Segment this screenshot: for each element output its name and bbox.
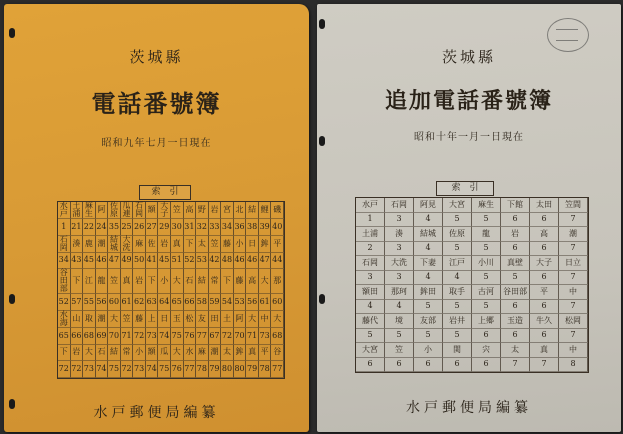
index-cell: 75 <box>108 361 121 378</box>
index-cell: 大宮 <box>443 198 472 213</box>
index-cell: 平 <box>530 285 559 300</box>
index-cell: 6 <box>356 358 385 373</box>
index-cell: 松岡 <box>559 314 588 329</box>
index-cell: 65 <box>58 328 71 345</box>
edition-date: 昭和九年七月一日現在 <box>101 138 212 149</box>
index-cell: 52 <box>58 294 71 311</box>
index-cell: 結 <box>246 202 259 219</box>
index-cell: 土 <box>221 311 234 328</box>
index-cell: 77 <box>271 361 284 378</box>
index-cell: 1 <box>58 219 71 236</box>
index-cell: 78 <box>196 361 209 378</box>
index-cell: 67 <box>209 328 222 345</box>
index-cell: 谷田部 <box>501 285 530 300</box>
index-cell: 4 <box>414 271 443 286</box>
index-cell: 5 <box>472 300 501 315</box>
index-cell: 鉾 <box>259 236 272 253</box>
index-cell: 龍 <box>96 269 109 294</box>
index-cell: 8 <box>559 358 588 373</box>
binding-hole <box>319 19 325 29</box>
index-cell: 大 <box>108 311 121 328</box>
index-cell: 3 <box>385 242 414 257</box>
index-cell: 66 <box>184 294 197 311</box>
index-cell: 6 <box>472 358 501 373</box>
index-cell: 小 <box>158 269 171 294</box>
index-grid <box>355 197 589 373</box>
index-cell: 5 <box>501 271 530 286</box>
index-cell: 真 <box>121 269 134 294</box>
index-cell: 5 <box>472 213 501 228</box>
index-cell: 玉造 <box>501 314 530 329</box>
index-cell: 64 <box>158 294 171 311</box>
index-cell: 7 <box>559 271 588 286</box>
index-cell: 46 <box>246 253 259 270</box>
index-cell: 高 <box>530 227 559 242</box>
index-cell: 石岡 <box>58 236 71 253</box>
index-cell: 31 <box>184 219 197 236</box>
index-cell: 61 <box>259 294 272 311</box>
index-cell: 玉 <box>171 311 184 328</box>
index-cell: 3 <box>356 271 385 286</box>
index-cell: 取 <box>83 311 96 328</box>
index-cell: 54 <box>221 294 234 311</box>
index-cell: 小川 <box>472 256 501 271</box>
index-cell: 龍 <box>472 227 501 242</box>
index-label: 索 引 <box>436 181 494 196</box>
index-cell: 62 <box>133 294 146 311</box>
index-cell: 高 <box>184 202 197 219</box>
index-cell: 麻生 <box>472 198 501 213</box>
index-cell: 47 <box>108 253 121 270</box>
index-cell: 中 <box>559 285 588 300</box>
index-cell: 76 <box>184 328 197 345</box>
index-cell: 石岡 <box>356 256 385 271</box>
index-cell: 55 <box>83 294 96 311</box>
index-cell: 69 <box>96 328 109 345</box>
index-cell: 石岡 <box>385 198 414 213</box>
index-cell: 6 <box>501 300 530 315</box>
index-cell: 結城 <box>414 227 443 242</box>
index-cell: 潮 <box>559 227 588 242</box>
index-cell: 潮 <box>96 236 109 253</box>
index-cell: 大子 <box>158 202 171 219</box>
index-cell: 鉾 <box>234 345 247 362</box>
index-cell: 大洗 <box>121 236 134 253</box>
index-cell: 77 <box>196 328 209 345</box>
index-cell: 5 <box>443 213 472 228</box>
index-cell: 友部 <box>414 314 443 329</box>
index-cell: 30 <box>171 219 184 236</box>
index-cell: 39 <box>259 219 272 236</box>
index-cell: 結 <box>108 345 121 362</box>
index-cell: 石 <box>184 269 197 294</box>
index-cell: 上郷 <box>472 314 501 329</box>
index-cell: 瓜 <box>158 345 171 362</box>
index-cell: 湊 <box>71 236 84 253</box>
index-cell: 野 <box>196 202 209 219</box>
index-cell: 59 <box>209 294 222 311</box>
index-cell: 72 <box>58 361 71 378</box>
index-cell: 48 <box>221 253 234 270</box>
index-cell: 6 <box>530 329 559 344</box>
index-cell: 44 <box>271 253 284 270</box>
index-cell: 71 <box>121 328 134 345</box>
index-cell: 72 <box>71 361 84 378</box>
index-cell: 水海 <box>58 311 71 328</box>
index-cell: 中 <box>259 311 272 328</box>
index-grid <box>57 201 285 379</box>
index-cell: 80 <box>221 361 234 378</box>
index-cell: 笠 <box>209 236 222 253</box>
index-cell: 瓜連 <box>121 202 134 219</box>
index-cell: 53 <box>234 294 247 311</box>
index-cell: 79 <box>209 361 222 378</box>
index-cell: 真壁 <box>501 256 530 271</box>
index-cell: 45 <box>83 253 96 270</box>
index-cell: 46 <box>96 253 109 270</box>
index-cell: 7 <box>559 300 588 315</box>
index-cell: 下 <box>58 345 71 362</box>
index-cell: 5 <box>472 242 501 257</box>
index-cell: 6 <box>530 242 559 257</box>
index-cell: 68 <box>83 328 96 345</box>
index-cell: 高 <box>246 269 259 294</box>
index-cell: 上 <box>146 311 159 328</box>
index-cell: 70 <box>234 328 247 345</box>
index-cell: 40 <box>271 219 284 236</box>
index-cell: 大 <box>83 345 96 362</box>
index-cell: 大 <box>246 311 259 328</box>
index-cell: 北 <box>234 202 247 219</box>
index-cell: 74 <box>158 328 171 345</box>
index-cell: 阿 <box>234 311 247 328</box>
index-cell: 76 <box>171 361 184 378</box>
index-cell: 4 <box>385 300 414 315</box>
index-cell: 4 <box>356 300 385 315</box>
index-cell: 77 <box>184 361 197 378</box>
index-cell: 53 <box>196 253 209 270</box>
index-cell: 水 <box>184 345 197 362</box>
index-cell: 古河 <box>472 285 501 300</box>
index-cell: 4 <box>443 271 472 286</box>
index-cell: 鯉 <box>259 202 272 219</box>
index-cell: 那 <box>271 269 284 294</box>
index-cell: 6 <box>472 329 501 344</box>
index-cell: 大 <box>171 345 184 362</box>
edition-date: 昭和十年一月一日現在 <box>414 132 524 143</box>
index-cell: 26 <box>133 219 146 236</box>
index-cell: 太 <box>221 345 234 362</box>
index-cell: 6 <box>530 300 559 315</box>
index-cell: 6 <box>530 213 559 228</box>
index-cell: 笠 <box>171 202 184 219</box>
index-cell: 佐 <box>146 236 159 253</box>
index-cell: 岩 <box>158 236 171 253</box>
index-cell: 太 <box>501 343 530 358</box>
index-cell: 太 <box>196 236 209 253</box>
index-cell: 49 <box>121 253 134 270</box>
index-cell: 湊 <box>385 227 414 242</box>
index-cell: 74 <box>146 361 159 378</box>
index-cell: 5 <box>385 329 414 344</box>
index-cell: 麻生 <box>83 202 96 219</box>
index-cell: 下 <box>71 269 84 294</box>
index-cell: 岩井 <box>443 314 472 329</box>
index-cell: 36 <box>234 219 247 236</box>
index-cell: 下館 <box>501 198 530 213</box>
index-cell: 笠 <box>108 269 121 294</box>
index-cell: 6 <box>501 329 530 344</box>
index-cell: 松 <box>184 311 197 328</box>
index-cell: 73 <box>83 361 96 378</box>
index-cell: 水戸 <box>356 198 385 213</box>
index-cell: 63 <box>146 294 159 311</box>
index-cell: 70 <box>108 328 121 345</box>
index-cell: 47 <box>259 253 272 270</box>
index-cell: 6 <box>501 213 530 228</box>
index-cell: 日 <box>158 311 171 328</box>
index-cell: 60 <box>271 294 284 311</box>
index-cell: 4 <box>414 242 443 257</box>
index-cell: 藤 <box>133 311 146 328</box>
index-cell: 大洗 <box>385 256 414 271</box>
index-cell: 5 <box>443 242 472 257</box>
index-cell: 5 <box>414 300 443 315</box>
index-cell: 6 <box>443 358 472 373</box>
index-cell: 鹿 <box>83 236 96 253</box>
index-cell: 下 <box>221 269 234 294</box>
index-cell: 51 <box>171 253 184 270</box>
index-cell: 那珂 <box>385 285 414 300</box>
index-cell: 小 <box>133 345 146 362</box>
index-cell: 74 <box>96 361 109 378</box>
index-cell: 笠 <box>121 311 134 328</box>
index-cell: 鉾田 <box>414 285 443 300</box>
publisher-name: 水戸郵便局編纂 <box>406 400 532 416</box>
index-cell: 江戸 <box>443 256 472 271</box>
index-cell: 32 <box>196 219 209 236</box>
index-cell: 大子 <box>530 256 559 271</box>
index-cell: 大 <box>171 269 184 294</box>
index-cell: 24 <box>96 219 109 236</box>
index-cell: 7 <box>559 242 588 257</box>
index-cell: 日立 <box>559 256 588 271</box>
index-cell: 73 <box>146 328 159 345</box>
index-cell: 4 <box>414 213 443 228</box>
index-cell: 71 <box>246 328 259 345</box>
index-cell: 41 <box>146 253 159 270</box>
postmark-stamp <box>547 18 589 52</box>
index-cell: 阿 <box>96 202 109 219</box>
index-cell: 78 <box>259 361 272 378</box>
index-cell: 平 <box>259 345 272 362</box>
index-cell: 小 <box>234 236 247 253</box>
index-label: 索 引 <box>139 185 191 200</box>
index-cell: 42 <box>209 253 222 270</box>
index-cell: 6 <box>385 358 414 373</box>
index-cell: 佐原 <box>108 202 121 219</box>
index-cell: 6 <box>414 358 443 373</box>
index-cell: 7 <box>530 358 559 373</box>
index-cell: 72 <box>133 328 146 345</box>
index-cell: 21 <box>71 219 84 236</box>
index-cell: 6 <box>501 242 530 257</box>
index-cell: 境 <box>385 314 414 329</box>
index-cell: 75 <box>158 361 171 378</box>
book-title: 電話番號簿 <box>91 89 222 118</box>
index-cell: 谷田部 <box>58 269 71 294</box>
index-cell: 土浦 <box>356 227 385 242</box>
index-cell: 額 <box>146 202 159 219</box>
right-phonebook-cover <box>317 4 621 432</box>
binding-hole <box>319 294 325 304</box>
index-cell: 56 <box>96 294 109 311</box>
index-cell: 下 <box>146 269 159 294</box>
index-cell: 田 <box>209 311 222 328</box>
index-cell: 29 <box>158 219 171 236</box>
index-cell: 大宮 <box>356 343 385 358</box>
index-cell: 34 <box>58 253 71 270</box>
index-cell: 真 <box>246 345 259 362</box>
index-cell: 宮 <box>221 202 234 219</box>
binding-hole <box>9 28 15 38</box>
index-cell: 常 <box>209 269 222 294</box>
index-cell: 38 <box>246 219 259 236</box>
index-cell: 50 <box>133 253 146 270</box>
index-cell: 笠 <box>385 343 414 358</box>
index-cell: 52 <box>184 253 197 270</box>
index-cell: 潮 <box>96 311 109 328</box>
index-cell: 33 <box>209 219 222 236</box>
index-cell: 土浦 <box>71 202 84 219</box>
index-cell: 岩 <box>501 227 530 242</box>
index-cell: 佐原 <box>443 227 472 242</box>
index-cell: 阿見 <box>414 198 443 213</box>
index-cell: 藤 <box>221 236 234 253</box>
index-cell: 麻 <box>196 345 209 362</box>
index-cell: 6 <box>530 271 559 286</box>
index-cell: 80 <box>234 361 247 378</box>
index-cell: 麻 <box>133 236 146 253</box>
index-cell: 75 <box>171 328 184 345</box>
index-cell: 下妻 <box>414 256 443 271</box>
index-cell: 73 <box>259 328 272 345</box>
index-cell: 72 <box>121 361 134 378</box>
index-cell: 岩 <box>71 345 84 362</box>
index-cell: 真 <box>171 236 184 253</box>
index-cell: 5 <box>443 329 472 344</box>
index-cell: 5 <box>472 271 501 286</box>
index-cell: 79 <box>246 361 259 378</box>
index-cell: 額田 <box>356 285 385 300</box>
index-cell: 結 <box>196 269 209 294</box>
index-cell: 平 <box>271 236 284 253</box>
index-cell: 35 <box>108 219 121 236</box>
index-cell: 66 <box>71 328 84 345</box>
index-cell: 真 <box>530 343 559 358</box>
index-cell: 藤 <box>234 269 247 294</box>
book-title: 追加電話番號簿 <box>384 88 553 114</box>
index-cell: 常 <box>121 345 134 362</box>
index-cell: 58 <box>196 294 209 311</box>
index-cell: 1 <box>356 213 385 228</box>
index-cell: 取手 <box>443 285 472 300</box>
index-cell: 7 <box>559 213 588 228</box>
index-cell: 7 <box>501 358 530 373</box>
index-cell: 45 <box>158 253 171 270</box>
index-cell: 46 <box>234 253 247 270</box>
index-cell: 藤代 <box>356 314 385 329</box>
index-cell: 7 <box>559 329 588 344</box>
index-cell: 2 <box>356 242 385 257</box>
index-cell: 宍 <box>472 343 501 358</box>
index-cell: 中 <box>559 343 588 358</box>
index-cell: 水戸 <box>58 202 71 219</box>
publisher-name: 水戸郵便局編纂 <box>93 405 220 421</box>
index-cell: 5 <box>414 329 443 344</box>
index-cell: 27 <box>146 219 159 236</box>
index-cell: 石 <box>96 345 109 362</box>
index-cell: 山 <box>71 311 84 328</box>
index-cell: 関 <box>443 343 472 358</box>
index-cell: 大 <box>259 269 272 294</box>
index-cell: 56 <box>246 294 259 311</box>
index-cell: 73 <box>133 361 146 378</box>
index-cell: 潮 <box>209 345 222 362</box>
index-cell: 岩 <box>133 269 146 294</box>
index-cell: 太田 <box>530 198 559 213</box>
index-cell: 72 <box>221 328 234 345</box>
binding-hole <box>9 294 15 304</box>
index-cell: 小 <box>414 343 443 358</box>
left-phonebook-cover <box>4 4 309 432</box>
index-cell: 43 <box>71 253 84 270</box>
index-cell: 大 <box>271 311 284 328</box>
index-cell: 3 <box>385 271 414 286</box>
index-cell: 笠間 <box>559 198 588 213</box>
index-cell: 日 <box>246 236 259 253</box>
index-cell: 60 <box>108 294 121 311</box>
index-cell: 5 <box>356 329 385 344</box>
index-cell: 結城 <box>108 236 121 253</box>
index-cell: 3 <box>385 213 414 228</box>
index-cell: 61 <box>121 294 134 311</box>
index-cell: 34 <box>221 219 234 236</box>
index-cell: 谷 <box>271 345 284 362</box>
index-cell: 57 <box>71 294 84 311</box>
index-cell: 下 <box>184 236 197 253</box>
prefecture-name: 茨城縣 <box>129 48 184 66</box>
index-cell: 68 <box>271 328 284 345</box>
index-cell: 牛久 <box>530 314 559 329</box>
index-cell: 石岡 <box>133 202 146 219</box>
index-cell: 岩 <box>209 202 222 219</box>
index-cell: 友 <box>196 311 209 328</box>
prefecture-name: 茨城縣 <box>441 48 496 66</box>
index-cell: 65 <box>171 294 184 311</box>
index-cell: 磯 <box>271 202 284 219</box>
index-cell: 25 <box>121 219 134 236</box>
index-cell: 22 <box>83 219 96 236</box>
index-cell: 額 <box>146 345 159 362</box>
index-cell: 5 <box>443 300 472 315</box>
index-cell: 江 <box>83 269 96 294</box>
